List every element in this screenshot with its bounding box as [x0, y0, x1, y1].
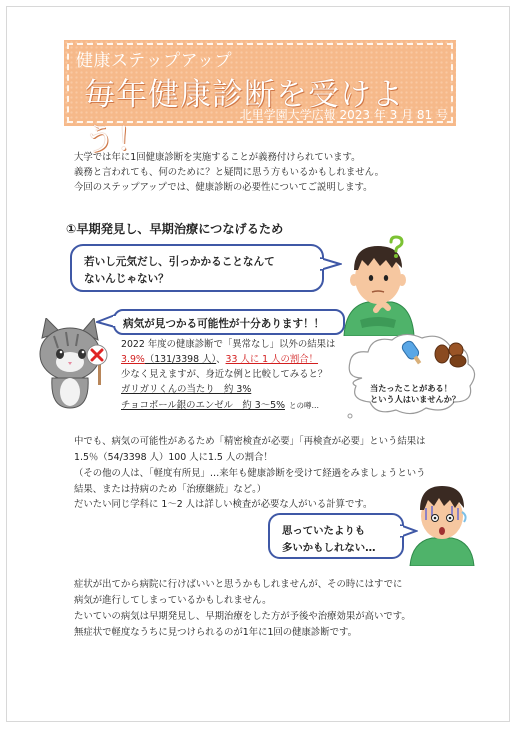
stats-percent: 3.9% — [121, 354, 145, 365]
stats-line-1: 2022 年度の健康診断で「異常なし」以外の結果は — [121, 339, 336, 350]
bubble-man-line-2: ないんじゃない？ — [84, 273, 169, 285]
banner-subtitle: 健康ステップアップ — [76, 51, 232, 71]
bubble-tail — [400, 523, 418, 539]
conclusion-line-2: 病気が進行してしまっているかもしれません。 — [74, 595, 272, 606]
section2-line-5: だいたい同じ学科に 1～2 人は詳しい検査が必要な人がいる計算です。 — [74, 499, 373, 510]
conclusion-line-4: 無症状で軽度なうちに見つけられるのが1年に1回の健康診断です。 — [74, 627, 358, 638]
banner-title: 毎年健康診断を受けよう！ — [84, 77, 404, 158]
stats-example-2-text: チョコボール銀のエンゼル 約 3～5% — [121, 400, 285, 411]
bubble-surprised-line-2: 多いかもしれない… — [282, 542, 376, 554]
section2-line-2: 1.5％（54/3398 人）100 人に1.5 人の割合！ — [74, 452, 273, 463]
bubble-surprised-line-1: 思っていたよりも — [282, 525, 366, 537]
stats-line-2 — [121, 352, 318, 368]
section2-line-4: 結果、または持病のため「治療継続」など。） — [74, 484, 267, 495]
stats-example-1: ガリガリくんの当たり 約 3% — [121, 384, 252, 395]
intro-line-1: 大学では年に1回健康診断を実施することが義務付けられています。 — [74, 152, 361, 163]
conclusion-line-1: 症状が出てから病院に行けばいいと思うかもしれませんが、その時にはすでに — [74, 579, 403, 590]
speech-bubble-surprised — [268, 513, 404, 559]
thinking-man-illustration — [338, 236, 422, 336]
intro-line-2: 義務と言われても、何のために？と疑問に思う方もいるかもしれません。 — [74, 167, 384, 178]
stats-example-2 — [121, 398, 319, 414]
ice-popsicle-icon — [398, 338, 428, 366]
stats-ratio: 33 人に 1 人の割合！ — [225, 354, 319, 365]
bubble-tail — [320, 256, 342, 276]
cloud-line-2: という人はいませんか？ — [370, 394, 461, 404]
stats-count: （131/3398 人） — [144, 354, 217, 365]
section-heading: ①早期発見し、早期治療につなげるため — [66, 222, 284, 236]
section2-line-1: 中でも、病気の可能性があるため「精密検査が必要」「再検査が必要」という結果は — [74, 436, 426, 447]
stats-example-2-tail: との噂… — [288, 401, 319, 410]
stats-line-3: 少なく見えますが、身近な例と比較してみると？ — [121, 369, 328, 380]
intro-line-3: 今回のステップアップでは、健康診断の必要性についてご説明します。 — [74, 182, 373, 193]
bubble-man-line-1: 若いし元気だし、引っかかることなんて — [84, 256, 275, 268]
question-icon — [387, 235, 405, 259]
banner-date: 北里学園大学広報 2023 年 3 月 81 号 — [239, 108, 448, 122]
stats-sep: 、 — [216, 354, 226, 365]
section2-line-3: （その他の人は、「軽度有所見」…来年も健康診断を受けて経過をみましょうという — [74, 468, 426, 479]
conclusion-line-3: たいていの病気は早期発見し、早期治療をした方が予後や治療効果が高いです。 — [74, 611, 411, 622]
cross-icon — [86, 344, 108, 366]
speech-bubble-man — [70, 244, 324, 292]
cloud-line-1: 当たったことがある！ — [370, 383, 452, 393]
chocolate-icon — [432, 342, 470, 368]
bubble-cat-text: 病気が見つかる可能性が十分あります！！ — [123, 318, 325, 330]
speech-bubble-cat — [113, 309, 345, 335]
